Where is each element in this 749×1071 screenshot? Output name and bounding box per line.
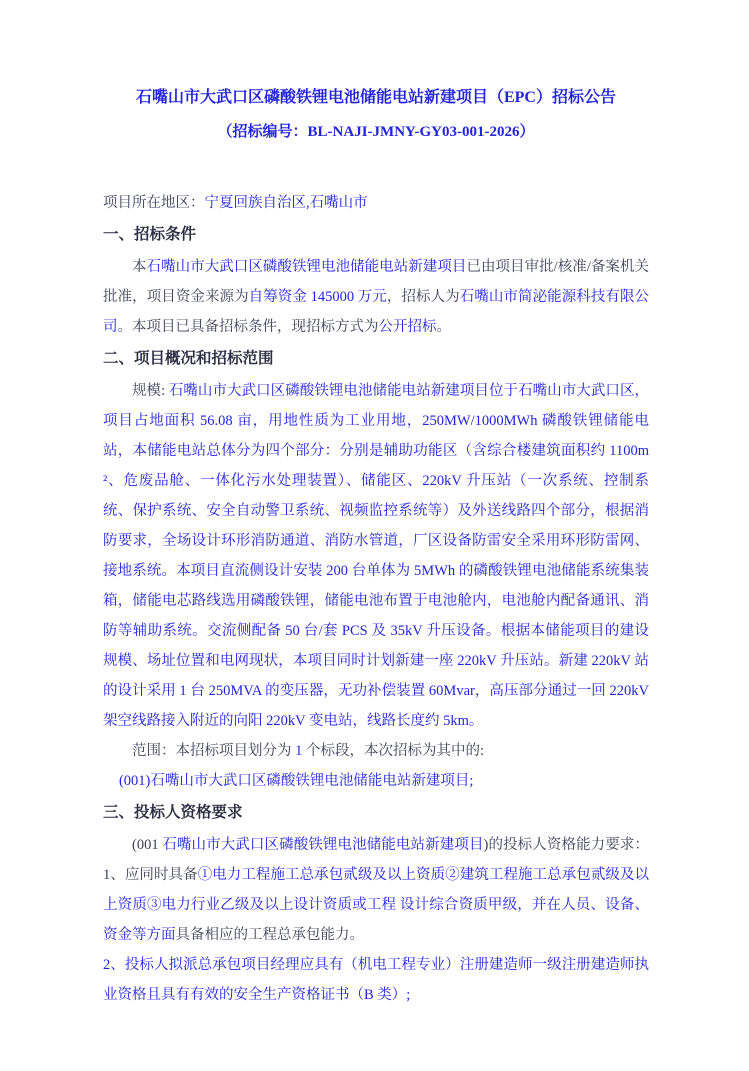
text-run: 已由项目审批/核准/备案机关批准，项目资金来源为	[103, 259, 650, 305]
project-manager-requirement-text: 2、投标人拟派总承包项目经理应具有（机电工程专业）注册建造师一级注册建造师执业资格且具有有效的安全生产资格证书（B 类）;	[103, 957, 649, 1003]
text-run: 。本项目已具备招标条件，现招标方式为	[117, 319, 379, 335]
text-run: 个标段，本次招标为其中的:	[306, 743, 485, 759]
project-manager-requirement-paragraph	[103, 950, 649, 1010]
text-run: 范围：本招标项目划分为	[132, 743, 292, 759]
project-name-text: 石嘴山市大武口区磷酸铁锂电池储能电站新建项目	[146, 259, 467, 275]
tender-number-line: （招标编号：BL-NAJI-JMNY-GY03-001-2026）	[217, 124, 535, 140]
section-1-heading: 一、招标条件	[103, 226, 197, 243]
project-location-line	[103, 188, 649, 218]
document-body	[103, 188, 649, 1010]
text-run: ，招标人为	[386, 289, 460, 305]
text-run: 。	[436, 319, 451, 335]
section-2-heading: 二、项目概况和招标范围	[103, 350, 274, 367]
qualification-grades-text: ①电力工程施工总承包贰级及以上资质②建筑工程施工总承包贰级及以上资质③电力行业乙级及以上设计资质或工程 设计综合资质甲级，并在人员、设备、资金等方面	[103, 867, 650, 943]
project-location-label: 项目所在地区：	[103, 195, 205, 211]
project-location-value: 宁夏回族自治区,石嘴山市	[204, 195, 368, 211]
funding-source-text: 自筹资金 145000 万元	[248, 289, 387, 305]
scale-label: 规模:	[132, 383, 169, 399]
text-run: 具备相应的工程总承包能力。	[175, 927, 364, 943]
bid-range-paragraph	[103, 736, 649, 766]
scale-description-text: 石嘴山市大武口区磷酸铁锂电池储能电站新建项目位于石嘴山市大武口区，项目占地面积 56.08 亩，用地性质为工业用地，250MW/1000MWh 磷酸铁锂储能电站，本储能电站总体分为四个部分：分别是辅助功能区（含综合楼建筑面积约 1100m²、危废品舱、一体化污水处理装置）、储能区、220kV 升压站（一次系统、控制系统、保护系统、安全自动警卫系统、视频监控系统等）及外送线路四个部分，根据消防要求，全场设计环形消防通道、消防水管道，厂区设备防雷安全采用环形防雷网、接地系统。本项目直流侧设计安装 200 台单体为 5MWh 的磷酸铁锂电池储能系统集装箱，储能电芯路线选用磷酸铁锂，储能电池布置于电池舱内，电池舱内配备通讯、消防等辅助系统。交流侧配备 50 台/套 PCS 及 35kV 升压设备。根据本储能项目的建设规模、场址位置和电网现状，本项目同时计划新建一座 220kV 升压站。新建 220kV 站的设计采用 1 台 250MVA 的变压器，无功补偿装置 60Mvar，高压部分通过一回 220kV 架空线路接入附近的向阳 220kV 变电站，线路长度约 5km。	[103, 383, 649, 729]
lot-001-text: (001)石嘴山市大武口区磷酸铁锂电池储能电站新建项目;	[118, 773, 474, 789]
bid-method-text: 公开招标	[378, 319, 437, 335]
bidding-conditions-paragraph	[103, 252, 649, 342]
text-run: (001	[132, 837, 163, 853]
lot-001-line	[103, 766, 649, 796]
document-title: 石嘴山市大武口区磷酸铁锂电池储能电站新建项目（EPC）招标公告	[135, 89, 616, 106]
lot-count-text: 1	[291, 743, 306, 759]
project-scale-paragraph	[103, 376, 649, 736]
text-run: 本	[132, 259, 147, 275]
project-name-text: 石嘴山市大武口区磷酸铁锂电池储能电站新建项目	[162, 837, 484, 853]
section-3-heading: 三、投标人资格要求	[103, 804, 243, 821]
text-run: )的投标人资格能力要求：1、应同时具备	[103, 837, 649, 883]
qualification-requirements-paragraph	[103, 830, 649, 950]
tenderee-name-text: 石嘴山市简泌能源科技有限公司	[103, 289, 650, 335]
